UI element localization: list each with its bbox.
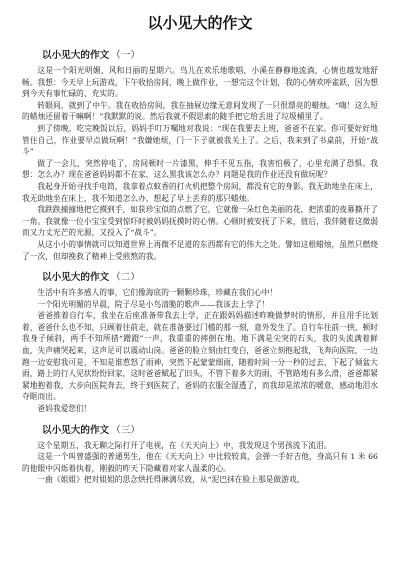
paragraph: 我起身开始寻找手电筒，我拿着点蚊香的打火机把整个房间，都没有它的身影。我无助地坐在床上，我无助地坐在床上，我不知道怎么办，想起了早上丢弃的那只蜡烛。 bbox=[22, 181, 378, 203]
paragraph: 做了一会儿，突然停电了，房间顿时一片漆黑，伸手不见五指，我害怕极了，心里充满了恐惧。我想：怎么办？现在爸爸妈妈都不在家，这么黑我该怎么办？问题是我的作业还没有做玩呢？ bbox=[22, 158, 378, 180]
paragraph: 这是一个叫曾盛强的普通男生，他在《天天向上》中比较较真，会弹一手好吉他，身高只有 1 米 66 的他眼中闪烁着执着，刚毅的昨天下隐藏着对家人温柔的心。 bbox=[22, 452, 378, 473]
paragraph: 一曲《姐姐》把对姐姐的思念烘托得淋漓尽致，从“泥巴抹在脸上那是做游戏， bbox=[37, 475, 305, 485]
essay-section-3 bbox=[22, 425, 378, 486]
paragraph: 我跌跌撞撞地把它摸到手，如获珍宝似的点燃了它，它就像一朵红色美丽的花，把浓重的夜幕撕开了一角。我就像一位小宝宝受到惊吓时被妈妈抚摸时的心情。心顿时被安抚了下来，值后，我伴随着这微弱而又力丈光芒的光源，又投入了“战斗”。 bbox=[22, 205, 378, 238]
section-heading bbox=[42, 272, 378, 284]
paragraph: 这个星期五，我无聊之际打开了电视，在《天天向上》中，我发现这个男孩流下流泪。 bbox=[37, 440, 332, 450]
paragraph: 从这小小的事情就可以知道世界上再微不足道的东西都有它的伟大之处。譬如这根蜡烛，虽然只燃烧了一次，但却挽救了精神上受煎熬的我。 bbox=[22, 239, 378, 261]
section-heading bbox=[42, 425, 378, 437]
section-heading-text: 以小见大的作文 bbox=[42, 50, 110, 61]
section-heading-text: 以小见大的作文 bbox=[42, 424, 110, 436]
essay-section-2 bbox=[22, 272, 378, 415]
paragraph: 转眼间，就到了中午。我在收拾房间，我在抽屉边缘无意间发现了一只很漂亮的蜡烛。“嗨！这么短的蜡烛还留着干嘛啊！”我默默的说。然后我就不假思索的随手把它给丢进了垃圾桶里了。 bbox=[22, 100, 378, 122]
section-number: （三） bbox=[111, 424, 140, 436]
section-number: （二） bbox=[111, 272, 140, 284]
paragraph: 一个阳光明媚的早晨，院子尽是小鸟清脆的歌声——我该去上学了！ bbox=[37, 299, 270, 309]
section-heading-text: 以小见大的作文 bbox=[42, 272, 110, 284]
section-heading bbox=[42, 50, 378, 62]
paragraph: 生活中有许多感人的事，它们像海底的一颗颗珍珠，珍藏在我们心中！ bbox=[37, 288, 278, 298]
paragraph: 爸爸推着自行车，我坐在后座准备带我去上学，正在跟妈妈描述昨晚做梦时的情形，并且用手比划着，爸爸什么也不知，只顾着往前走，就在准备要过门槛的那一刻，意外发生了。自行车往前一拱，顿时我身子倾斜，两手不知所措“蹭蹬”一声，我重重的摔倒在地。地下满是尖突的石头，我的头流满着鲜血，失声痛哭起来，这声足可以震动山岗。爸爸的脸立刻由红变白，爸爸立刻抱起我，飞奔向医院，一边跑一边安慰我可是，不知是谁惹怒了雨神，突然下起蒙蒙细雨，随着时间一分一秒的过去，下起了倾盆大雨，路上的行人见状纷纷回家，这时爸爸赋起了旧头，不管下着多大的雨，不管路地有多么滑，爸爸都紧紧地抱着我，大步向医院奔去，终于到医院了，爸妈的衣服全湿透了，而我却是浓浓的暖意，感动地泪水夺眶而出。 bbox=[22, 311, 378, 402]
paragraph: 到了傍晚，吃完晚饭以后，妈妈手叮万嘱地对我说：“现在我要去上班，爸爸不在家。你可要好好地管住自己，作业要早点做玩啊！”我嫌她烦，门一下子就被我关上了。之后，我来到了书桌前，开始“战斗” bbox=[22, 123, 378, 157]
document-title: 以小见大的作文 bbox=[147, 14, 253, 32]
paragraph: 这是一个阳光明媚、风和日丽的星期六。鸟儿在欢乐地歌唱，小溪在静静地流淌，心情也越发地舒畅。我想：今天早上玩游戏，下午收拾房间，晚上做作业，一想完这个计划，我的心情欢呼雀跃，因为想到今天有事忙碌的、充实的。 bbox=[22, 66, 378, 99]
essay-section-1 bbox=[22, 50, 378, 262]
paragraph: 爸妈我爱您们！ bbox=[37, 404, 92, 414]
section-number: （一） bbox=[111, 50, 140, 61]
